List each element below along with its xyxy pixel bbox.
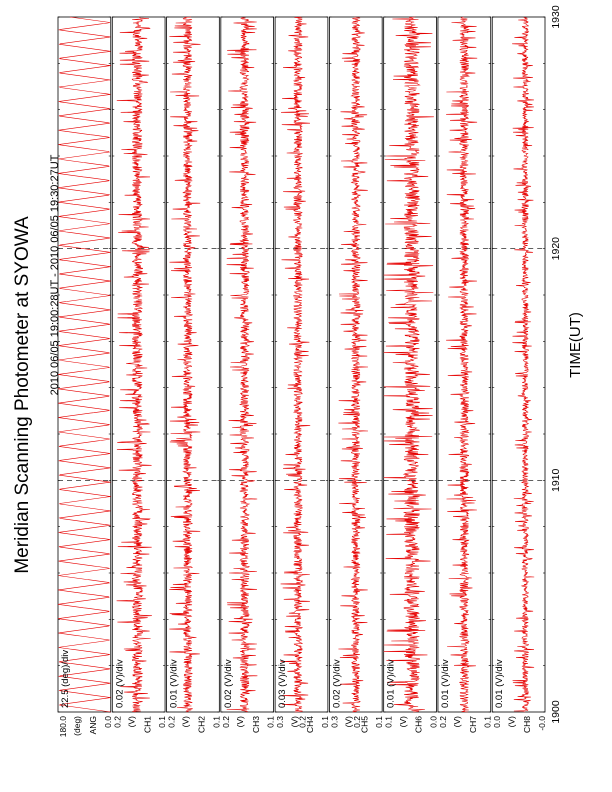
y-tick-label: 0.1: [319, 716, 330, 728]
unit-label: (V): [126, 716, 137, 728]
panels-group: [58, 17, 547, 737]
unit-label: (V): [235, 716, 245, 728]
y-tick-label: 0.1: [211, 716, 222, 728]
y-tick-label: 0.2: [437, 716, 448, 728]
y-tick-label: 0.2: [112, 716, 123, 728]
y-tick-label: 0.2: [351, 716, 362, 728]
y-tick-label: -0.0: [537, 716, 547, 731]
channel-label: CH7: [467, 716, 478, 734]
channel-label: CH1: [142, 716, 153, 734]
unit-label: (V): [343, 716, 354, 728]
series-trace-ch6: [384, 17, 434, 712]
panel-ch8: [492, 17, 547, 733]
series-trace-ch5: [338, 17, 368, 712]
y-tick-label: 180.0: [58, 716, 68, 738]
y-tick-label: 0.0: [492, 716, 503, 728]
scale-label: 0.01 (V)/div: [494, 659, 506, 708]
unit-label: (V): [506, 716, 517, 728]
panel-ch2: [167, 17, 222, 733]
y-tick-label: 0.1: [383, 716, 394, 728]
scale-label: 0.03 (V)/div: [277, 659, 289, 708]
scale-label: 0.02 (V)/div: [114, 659, 126, 708]
x-tick-label: 1930: [550, 5, 562, 29]
y-tick-label: 0.1: [157, 716, 168, 728]
panel-ch6: [384, 17, 439, 733]
x-axis-label: TIME(UT): [567, 312, 584, 378]
panel-ang: [58, 17, 113, 737]
scale-label: 0.01 (V)/div: [168, 659, 180, 708]
series-trace-ch1: [117, 17, 152, 712]
series-trace-ch7: [446, 17, 477, 712]
chart-title: Meridian Scanning Photometer at SYOWA: [12, 216, 33, 574]
panel-ch3: [221, 17, 276, 733]
channel-label: CH2: [196, 716, 207, 734]
channel-label: ANG: [88, 716, 98, 735]
unit-label: (V): [289, 716, 300, 728]
x-tick-label: 1920: [550, 236, 562, 261]
x-tick-label: 1910: [550, 468, 562, 493]
scale-label: 0.01 (V)/div: [439, 659, 451, 708]
scale-label: 0.02 (V)/div: [331, 659, 343, 708]
series-trace-ch3: [227, 17, 258, 712]
y-tick-label: 0.1: [482, 716, 493, 728]
scale-label: 22.5 (deg)/div: [60, 649, 71, 708]
panel-ch4: [275, 17, 330, 733]
panel-ch7: [438, 17, 493, 733]
channel-label: CH6: [413, 716, 424, 734]
series-trace-ang: [58, 17, 111, 712]
y-tick-label: 0.1: [265, 716, 276, 728]
series-trace-ch8: [512, 17, 534, 712]
channel-label: CH8: [522, 716, 533, 734]
y-tick-label: 0.3: [275, 716, 286, 728]
panel-ch5: [329, 17, 384, 733]
panel-ch1: [112, 17, 167, 733]
y-tick-label: 0.0: [428, 716, 439, 728]
series-trace-ch2: [169, 17, 200, 712]
channel-label: CH5: [359, 716, 370, 734]
panel-frame: [492, 17, 545, 712]
series-trace-ch4: [281, 17, 311, 712]
panel-frame: [221, 17, 274, 712]
channel-label: CH4: [305, 716, 316, 734]
time-axis: [550, 5, 562, 724]
unit-label: (V): [452, 716, 463, 728]
unit-label: (V): [397, 716, 408, 728]
y-tick-label: 0.2: [220, 716, 231, 728]
y-tick-label: 0.0: [102, 716, 113, 728]
y-tick-label: 0.3: [329, 716, 340, 728]
scale-label: 0.02 (V)/div: [222, 659, 234, 708]
x-tick-label: 1900: [550, 700, 562, 724]
unit-label: (deg): [72, 716, 83, 736]
panel-frame: [275, 17, 328, 712]
y-tick-label: 0.2: [297, 716, 308, 728]
y-tick-label: 0.2: [166, 716, 177, 728]
chart-subtitle: 2010 06/05 19:00:28UT - 2010 06/05 19:30:27UT: [49, 154, 61, 396]
unit-label: (V): [180, 716, 191, 728]
y-tick-label: 0.1: [374, 716, 385, 728]
scale-label: 0.01 (V)/div: [385, 659, 397, 708]
channel-label: CH3: [250, 716, 261, 734]
